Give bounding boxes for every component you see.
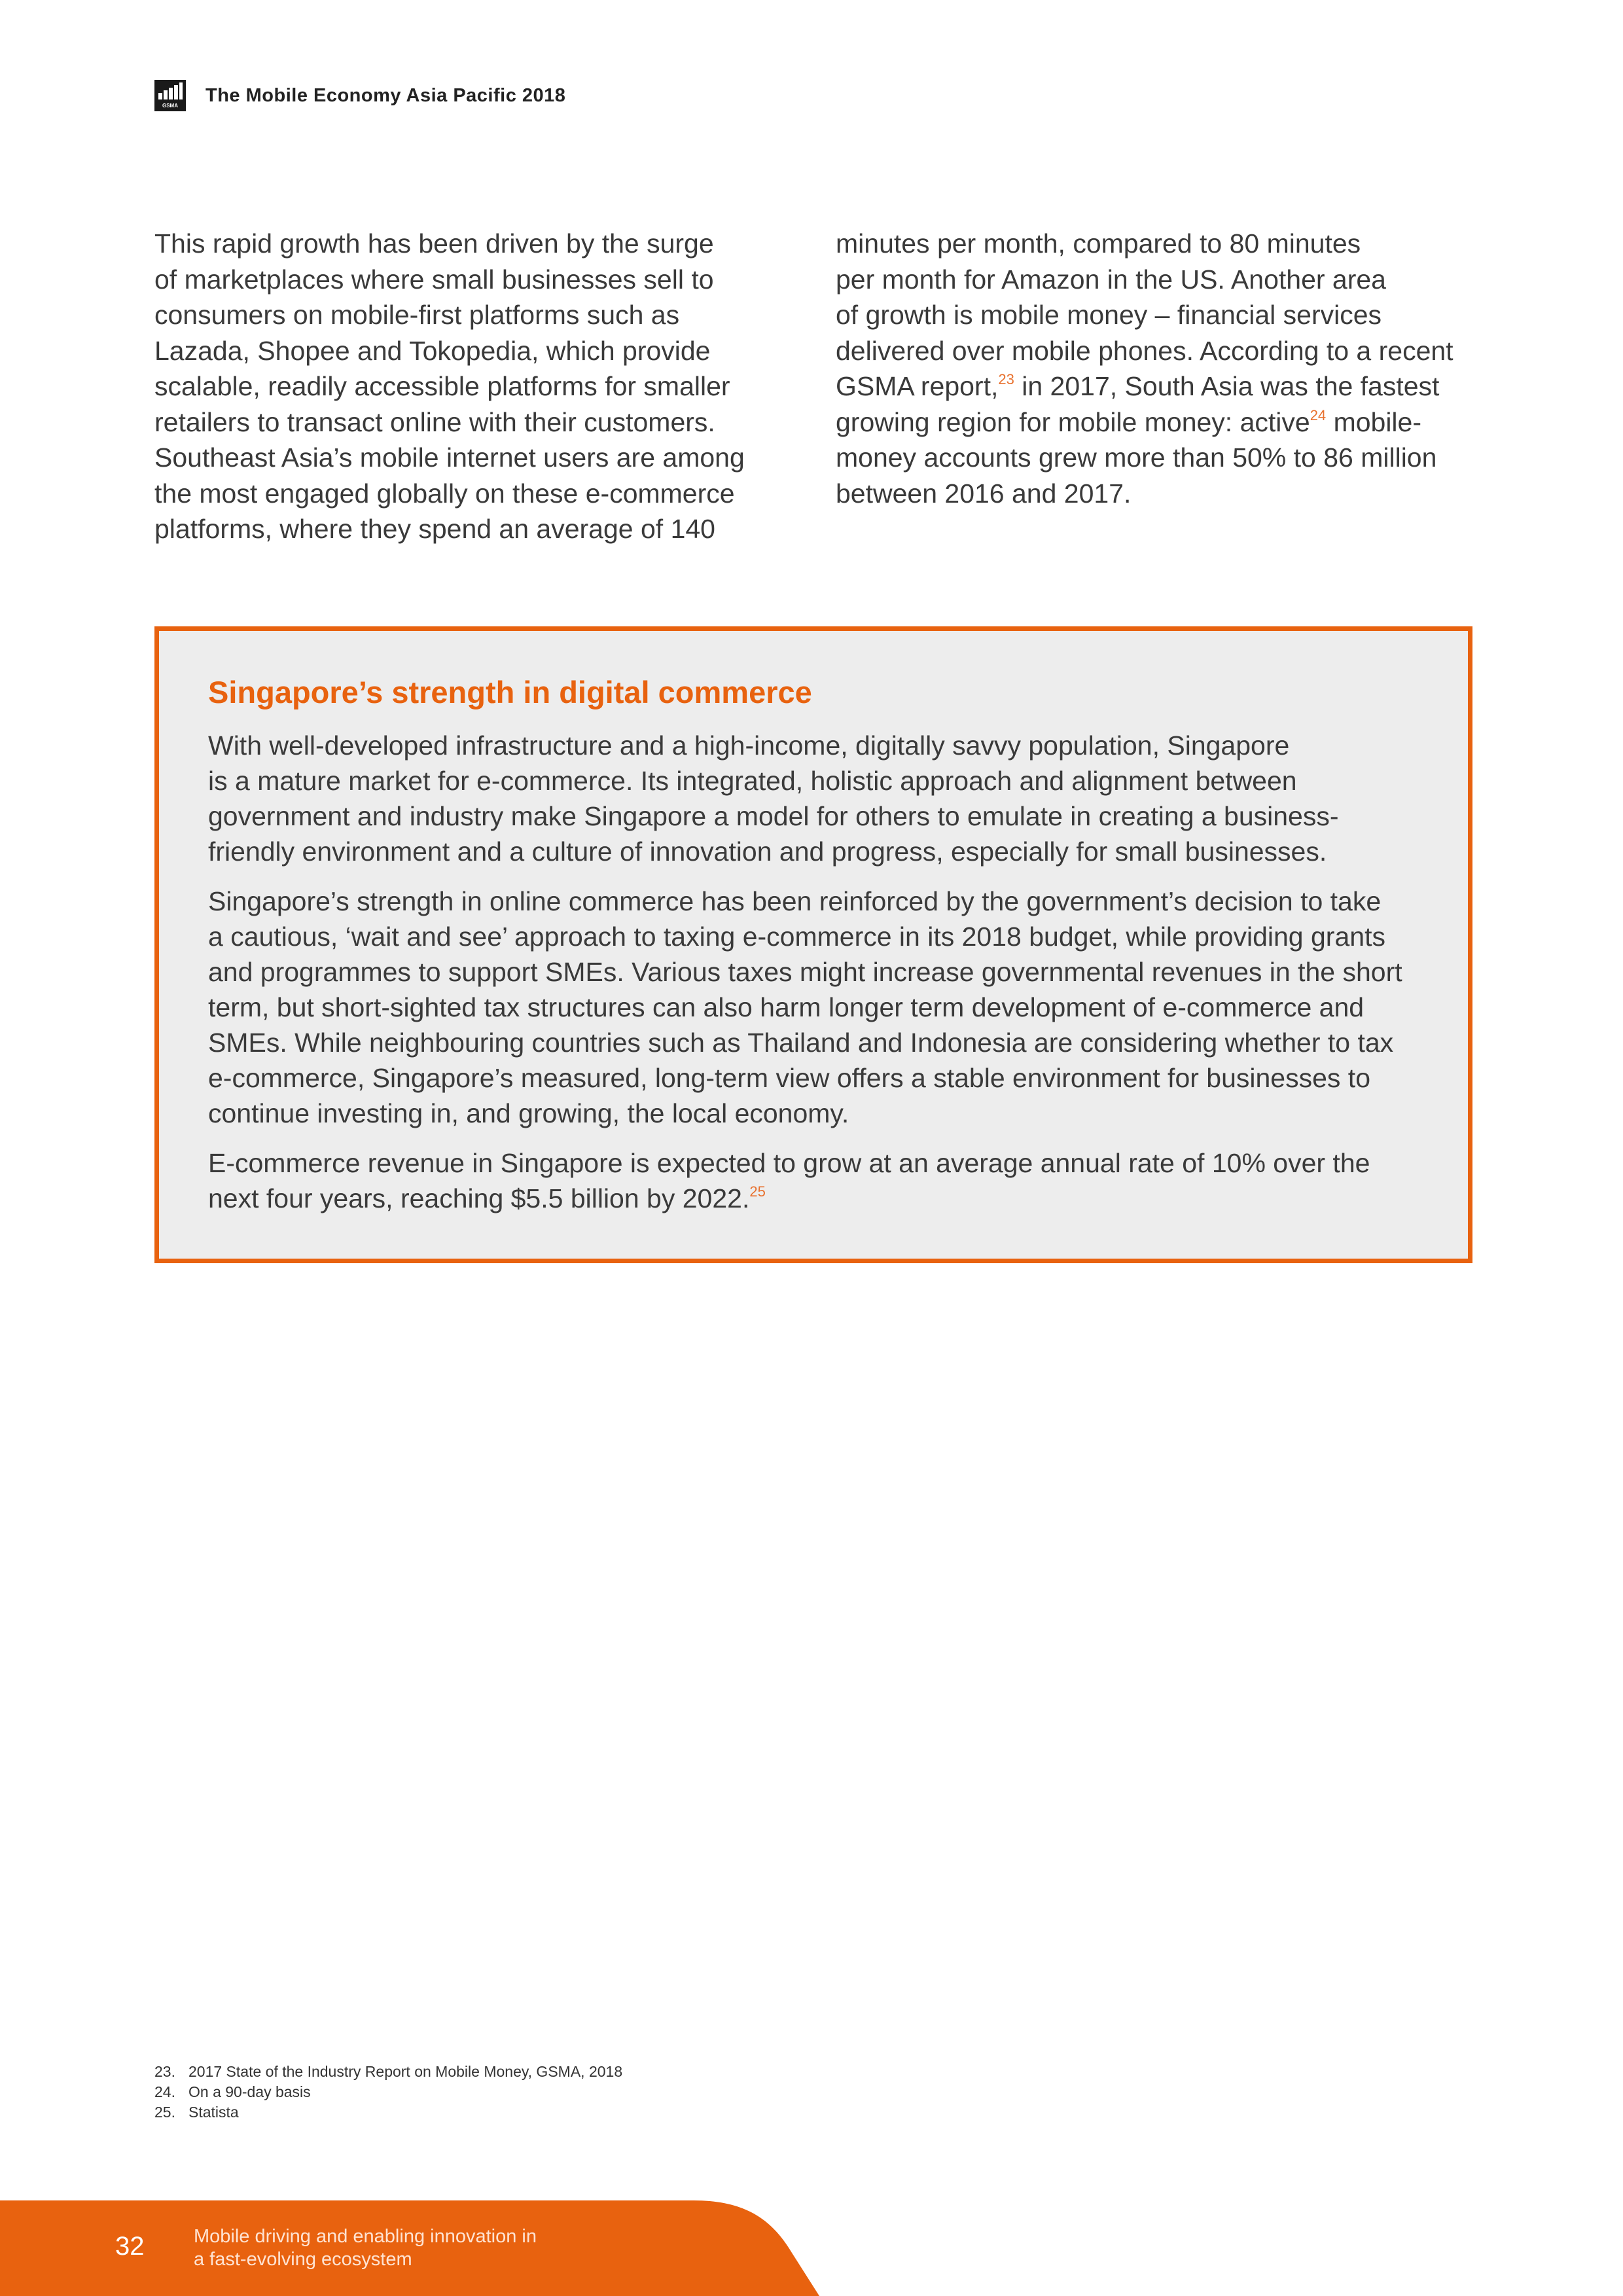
text-line: a cautious, ‘wait and see’ approach to taxing e-commerce in its 2018 budget, while providing grants xyxy=(208,922,1385,952)
callout-title: Singapore’s strength in digital commerce xyxy=(208,675,812,709)
footnote-text: On a 90-day basis xyxy=(188,2083,311,2100)
page-number: 32 xyxy=(115,2232,145,2261)
footnote-text: Statista xyxy=(188,2104,239,2121)
text-line: and programmes to support SMEs. Various taxes might increase governmental revenues in the short xyxy=(208,957,1402,987)
text-line: is a mature market for e-commerce. Its integrated, holistic approach and alignment between xyxy=(208,766,1297,796)
text-line: delivered over mobile phones. According to a recent xyxy=(836,335,1454,366)
text-line: SMEs. While neighbouring countries such as Thailand and Indonesia are considering whether to tax xyxy=(208,1028,1394,1058)
text-line: money accounts grew more than 50% to 86 million xyxy=(836,442,1437,473)
text-line: e-commerce, Singapore’s measured, long-term view offers a stable environment for businesses to xyxy=(208,1063,1370,1093)
text-line: retailers to transact online with their customers. xyxy=(154,406,715,437)
text-line: between 2016 and 2017. xyxy=(836,478,1132,509)
text-line: of marketplaces where small businesses sell to xyxy=(154,264,714,295)
text-line xyxy=(836,368,1484,404)
text-line: minutes per month, compared to 80 minutes xyxy=(836,228,1361,259)
callout-paragraph-1 xyxy=(208,728,1402,869)
document-title: The Mobile Economy Asia Pacific 2018 xyxy=(205,84,566,106)
text-line: friendly environment and a culture of innovation and progress, especially for small businesses. xyxy=(208,836,1327,867)
footer-section-title xyxy=(194,2225,537,2271)
text-fragment: mobile- xyxy=(1326,406,1421,437)
gsma-logo-icon xyxy=(154,80,186,111)
text-line: Singapore’s strength in online commerce has been reinforced by the government’s decision to take xyxy=(208,886,1382,916)
text-line: scalable, readily accessible platforms for smaller xyxy=(154,371,730,401)
text-line: With well-developed infrastructure and a high-income, digitally savvy population, Singapore xyxy=(208,730,1290,761)
text-fragment: next four years, reaching $5.5 billion by 2022. xyxy=(208,1183,750,1213)
text-line: Southeast Asia’s mobile internet users are among xyxy=(154,442,745,473)
footnote-number: 24. xyxy=(154,2083,175,2100)
footnote-ref-25[interactable]: 25 xyxy=(749,1183,766,1200)
footnote-23 xyxy=(154,2062,622,2082)
text-line: the most engaged globally on these e-commerce xyxy=(154,478,735,509)
intro-left-column xyxy=(154,226,776,547)
text-line: platforms, where they spend an average of 140 xyxy=(154,514,715,544)
footnote-number: 23. xyxy=(154,2063,175,2080)
footer-line: a fast-evolving ecosystem xyxy=(194,2249,412,2270)
footnote-24 xyxy=(154,2082,622,2102)
singapore-callout-box xyxy=(154,626,1472,1263)
text-fragment: GSMA report, xyxy=(836,371,999,401)
intro-right-column xyxy=(836,226,1484,511)
text-line: E-commerce revenue in Singapore is expected to grow at an average annual rate of 10% over the xyxy=(208,1148,1370,1178)
text-line: government and industry make Singapore a model for others to emulate in creating a business- xyxy=(208,801,1339,831)
svg-text:GSMA: GSMA xyxy=(162,103,178,109)
text-fragment: growing region for mobile money: active xyxy=(836,406,1310,437)
callout-paragraph-3 xyxy=(208,1145,1402,1216)
footnote-number: 25. xyxy=(154,2104,175,2121)
footnote-ref-24[interactable]: 24 xyxy=(1310,406,1327,423)
callout-paragraph-2 xyxy=(208,884,1402,1131)
footnote-ref-23[interactable]: 23 xyxy=(998,371,1014,387)
callout-body xyxy=(208,728,1402,1230)
text-line: continue investing in, and growing, the local economy. xyxy=(208,1098,849,1128)
text-line xyxy=(208,1181,1402,1216)
text-line: of growth is mobile money – financial services xyxy=(836,300,1382,330)
text-line: Lazada, Shopee and Tokopedia, which provide xyxy=(154,335,711,366)
text-line: This rapid growth has been driven by the surge xyxy=(154,228,714,259)
page-header xyxy=(154,80,565,111)
text-line: term, but short-sighted tax structures can also harm longer term development of e-commerce and xyxy=(208,992,1364,1022)
text-fragment: in 2017, South Asia was the fastest xyxy=(1014,371,1440,401)
footer-line: Mobile driving and enabling innovation in xyxy=(194,2226,537,2247)
text-line: per month for Amazon in the US. Another area xyxy=(836,264,1386,295)
text-line: consumers on mobile-first platforms such as xyxy=(154,300,680,330)
footnotes xyxy=(154,2062,622,2123)
footnote-text: 2017 State of the Industry Report on Mobile Money, GSMA, 2018 xyxy=(188,2063,623,2080)
text-line xyxy=(836,404,1484,440)
footnote-25 xyxy=(154,2102,622,2123)
